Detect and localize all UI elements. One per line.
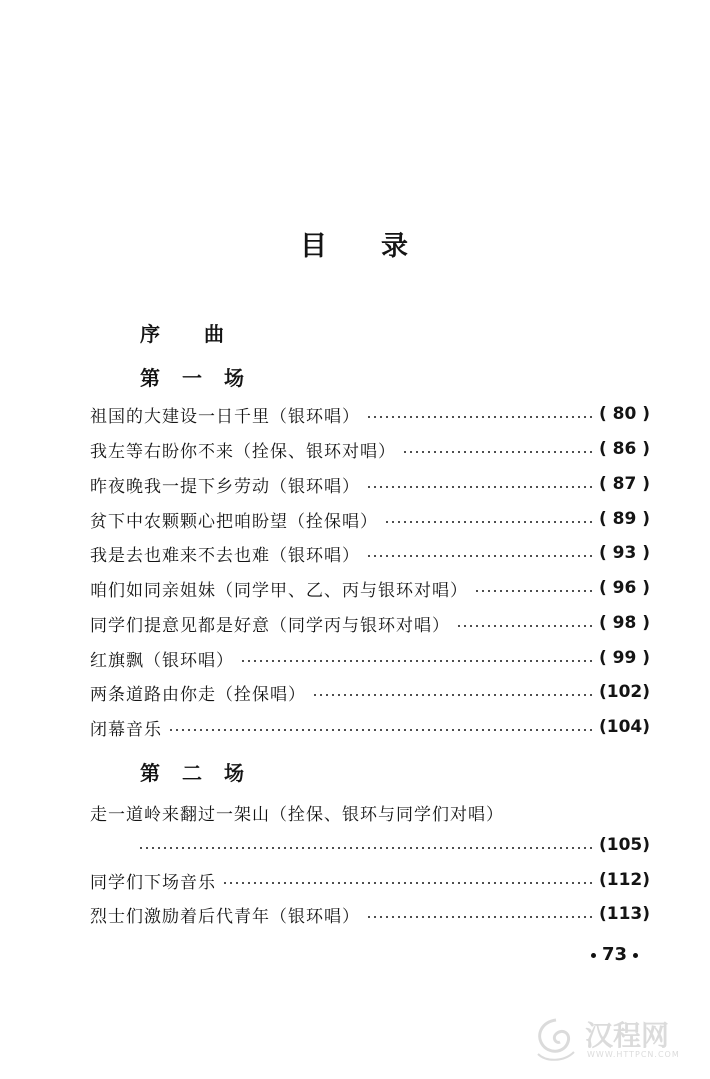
section-heading-scene-1 bbox=[140, 362, 244, 391]
toc-entry bbox=[90, 539, 650, 567]
leader-dots bbox=[240, 660, 593, 662]
heading-char: 曲 bbox=[204, 322, 224, 346]
toc-entry bbox=[90, 713, 650, 741]
toc-entry bbox=[90, 470, 650, 498]
toc-entry-page: ( 93 ) bbox=[598, 543, 650, 563]
leader-dots bbox=[138, 847, 593, 849]
leader-dots bbox=[456, 625, 593, 627]
heading-char: 一 bbox=[182, 366, 202, 390]
toc-entry-title: 闭幕音乐 bbox=[90, 719, 162, 740]
toc-entry-page: ( 98 ) bbox=[598, 613, 650, 633]
watermark-text: 汉程网 bbox=[585, 1019, 670, 1052]
toc-entry-page: ( 96 ) bbox=[598, 578, 650, 598]
toc-entry-page: (102) bbox=[598, 682, 650, 702]
leader-dots bbox=[366, 416, 593, 418]
leader-dots bbox=[366, 555, 593, 557]
toc-entry-title: 烈士们激励着后代青年（银环唱） bbox=[90, 906, 360, 927]
heading-char: 第 bbox=[140, 761, 160, 785]
leader-dots bbox=[366, 486, 593, 488]
toc-entry bbox=[90, 505, 650, 533]
toc-entry-title: 两条道路由你走（拴保唱） bbox=[90, 684, 306, 705]
toc-entry-title-long: 走一道岭来翻过一架山（拴保、银环与同学们对唱） bbox=[90, 805, 504, 825]
leader-dots bbox=[366, 916, 593, 918]
title-char-1: 目 bbox=[300, 231, 329, 262]
toc-entry-title: 我是去也难来不去也难（银环唱） bbox=[90, 545, 360, 566]
title-char-2: 录 bbox=[381, 231, 410, 262]
toc-entry-title: 贫下中农颗颗心把咱盼望（拴保唱） bbox=[90, 511, 378, 532]
leader-dots bbox=[312, 694, 593, 696]
heading-char: 场 bbox=[224, 366, 244, 390]
swirl-logo-icon bbox=[530, 1014, 582, 1066]
toc-entry-continuation bbox=[90, 831, 650, 859]
toc-entry-title: 同学们提意见都是好意（同学丙与银环对唱） bbox=[90, 615, 450, 636]
toc-entry bbox=[90, 678, 650, 706]
toc-entry-title: 我左等右盼你不来（拴保、银环对唱） bbox=[90, 441, 396, 462]
bullet-icon bbox=[591, 953, 596, 958]
page-number bbox=[585, 944, 644, 965]
leader-dots bbox=[474, 590, 593, 592]
toc-entry-title: 祖国的大建设一日千里（银环唱） bbox=[90, 406, 360, 427]
toc-entry bbox=[90, 574, 650, 602]
toc-entry-title: 咱们如同亲姐妹（同学甲、乙、丙与银环对唱） bbox=[90, 580, 468, 601]
bullet-icon bbox=[633, 953, 638, 958]
toc-entry-title: 同学们下场音乐 bbox=[90, 872, 216, 893]
toc-entry-page: ( 99 ) bbox=[598, 648, 650, 668]
leader-dots bbox=[402, 451, 593, 453]
heading-char: 二 bbox=[182, 761, 202, 785]
heading-char: 第 bbox=[140, 366, 160, 390]
toc-entry-title: 昨夜晚我一提下乡劳动（银环唱） bbox=[90, 476, 360, 497]
toc-entry bbox=[90, 400, 650, 428]
toc-entry bbox=[90, 644, 650, 672]
toc-entry-page: ( 80 ) bbox=[598, 404, 650, 424]
section-heading-prelude bbox=[140, 318, 224, 347]
heading-char: 序 bbox=[140, 322, 160, 346]
section-heading-scene-2 bbox=[140, 757, 244, 786]
watermark-logo bbox=[530, 1012, 700, 1072]
toc-entry-page: (105) bbox=[598, 835, 650, 855]
toc-entry-page: ( 89 ) bbox=[598, 509, 650, 529]
heading-char: 场 bbox=[224, 761, 244, 785]
leader-dots bbox=[168, 729, 593, 731]
leader-dots bbox=[222, 882, 593, 884]
toc-entry-page: (113) bbox=[598, 904, 650, 924]
page-number-value: 73 bbox=[602, 944, 628, 965]
toc-entry bbox=[90, 609, 650, 637]
toc-entry-page: ( 87 ) bbox=[598, 474, 650, 494]
toc-entry bbox=[90, 435, 650, 463]
toc-entry-page: (112) bbox=[598, 870, 650, 890]
toc-entry-title: 红旗飘（银环唱） bbox=[90, 650, 234, 671]
toc-entry-page: ( 86 ) bbox=[598, 439, 650, 459]
toc-entry-page: (104) bbox=[598, 717, 650, 737]
page-title bbox=[0, 224, 710, 263]
leader-dots bbox=[384, 521, 593, 523]
toc-entry bbox=[90, 866, 650, 894]
toc-entry bbox=[90, 900, 650, 928]
watermark-url: WWW.HTTPCN.COM bbox=[587, 1050, 680, 1059]
